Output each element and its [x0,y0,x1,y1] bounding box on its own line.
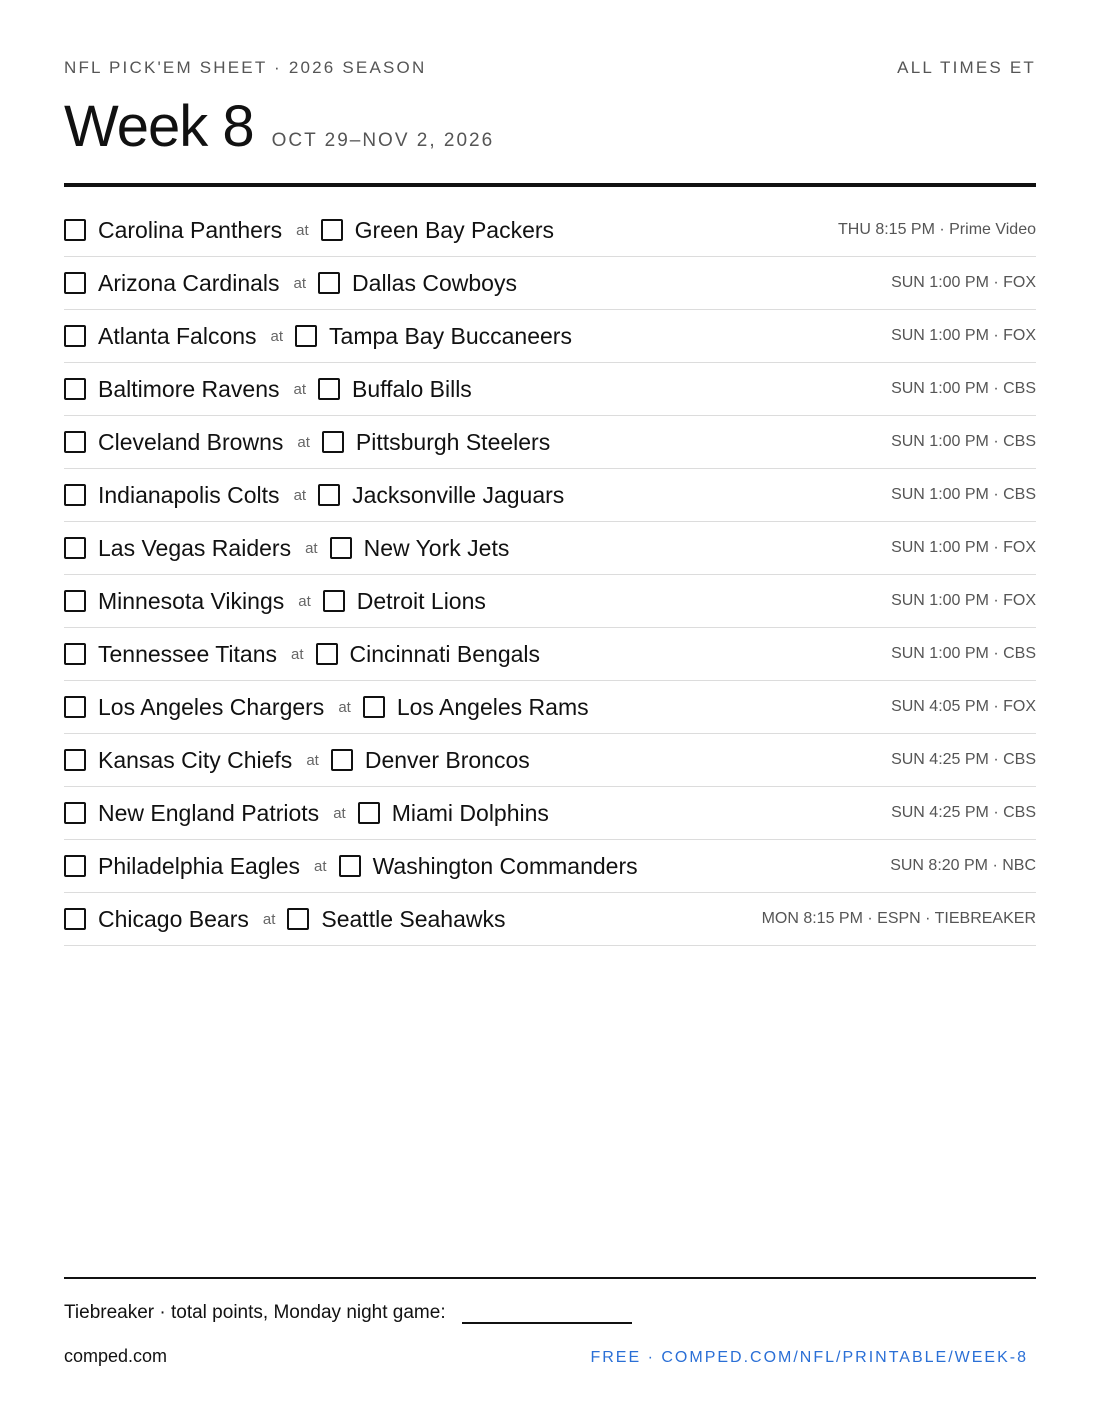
away-pick-checkbox[interactable] [64,855,86,877]
home-pick-checkbox[interactable] [331,749,353,771]
kickoff-network: SUN 1:00 PM · FOX [891,592,1036,609]
kickoff-network: MON 8:15 PM · ESPN · TIEBREAKER [761,910,1036,927]
tiebreaker-input-line[interactable] [462,1300,632,1324]
home-team: Cincinnati Bengals [349,640,541,667]
home-team: Detroit Lions [356,587,486,614]
kickoff-network: SUN 1:00 PM · CBS [891,645,1036,662]
at-separator: at [262,910,276,928]
away-pick-checkbox[interactable] [64,749,86,771]
game-row [64,257,1036,310]
game-row [64,310,1036,363]
sheet-kicker: NFL PICK'EM SHEET · 2026 SEASON [64,58,427,77]
away-pick-checkbox[interactable] [64,643,86,665]
game-row [64,734,1036,787]
away-team: Los Angeles Chargers [98,693,325,720]
home-team: Denver Broncos [364,746,530,773]
away-pick-checkbox[interactable] [64,484,86,506]
printable-link[interactable]: FREE · COMPED.COM/NFL/PRINTABLE/WEEK-8 [590,1349,1028,1366]
at-separator: at [270,327,284,345]
away-team: Carolina Panthers [98,216,283,243]
home-team: Seattle Seahawks [321,905,506,932]
home-team: New York Jets [363,534,510,561]
away-team: Kansas City Chiefs [98,746,293,773]
home-team: Tampa Bay Buccaneers [329,322,572,349]
at-separator: at [306,751,319,769]
at-separator: at [305,539,318,557]
at-separator: at [314,857,327,875]
home-pick-checkbox[interactable] [318,378,340,400]
game-row [64,681,1036,734]
home-pick-checkbox[interactable] [318,484,340,506]
home-pick-checkbox[interactable] [316,643,338,665]
game-row [64,628,1036,681]
away-pick-checkbox[interactable] [64,219,86,241]
away-pick-checkbox[interactable] [64,325,86,347]
away-team: New England Patriots [98,799,320,826]
game-row [64,787,1036,840]
away-team: Tennessee Titans [98,640,278,667]
away-pick-checkbox[interactable] [64,590,86,612]
home-pick-checkbox[interactable] [323,590,345,612]
game-row [64,363,1036,416]
home-team: Washington Commanders [372,852,638,879]
games-list [64,204,1036,946]
game-row [64,469,1036,522]
away-pick-checkbox[interactable] [64,537,86,559]
date-range: OCT 29–NOV 2, 2026 [271,130,495,151]
kickoff-network: SUN 1:00 PM · CBS [891,486,1036,503]
home-pick-checkbox[interactable] [287,908,309,930]
header-divider [64,183,1036,187]
away-team: Arizona Cardinals [98,269,280,296]
at-separator: at [338,698,351,716]
game-row [64,840,1036,893]
home-team: Miami Dolphins [391,799,549,826]
home-pick-checkbox[interactable] [330,537,352,559]
home-team: Buffalo Bills [352,375,472,402]
header-topline [64,58,1036,78]
kickoff-network: SUN 1:00 PM · FOX [891,274,1036,291]
home-pick-checkbox[interactable] [339,855,361,877]
at-separator: at [293,380,307,398]
kickoff-network: SUN 4:05 PM · FOX [891,698,1036,715]
away-pick-checkbox[interactable] [64,696,86,718]
away-pick-checkbox[interactable] [64,431,86,453]
away-team: Philadelphia Eagles [98,852,301,879]
kickoff-network: SUN 4:25 PM · CBS [891,751,1036,768]
away-team: Cleveland Browns [98,428,284,455]
kickoff-network: THU 8:15 PM · Prime Video [838,221,1036,238]
away-team: Baltimore Ravens [98,375,280,402]
site-name: comped.com [64,1346,168,1366]
game-row [64,893,1036,946]
away-pick-checkbox[interactable] [64,802,86,824]
away-team: Atlanta Falcons [98,322,257,349]
home-pick-checkbox[interactable] [363,696,385,718]
away-pick-checkbox[interactable] [64,272,86,294]
timezone-note: ALL TIMES ET [897,58,1036,77]
at-separator: at [298,592,311,610]
home-pick-checkbox[interactable] [358,802,380,824]
away-team: Chicago Bears [98,905,249,932]
at-separator: at [293,486,307,504]
home-pick-checkbox[interactable] [318,272,340,294]
away-team: Indianapolis Colts [98,481,280,508]
kickoff-network: SUN 8:20 PM · NBC [890,857,1036,874]
home-team: Jacksonville Jaguars [352,481,565,508]
home-team: Green Bay Packers [354,216,555,243]
kickoff-network: SUN 1:00 PM · CBS [891,433,1036,450]
game-row [64,416,1036,469]
at-separator: at [333,804,346,822]
away-pick-checkbox[interactable] [64,908,86,930]
title-row [64,92,494,162]
at-separator: at [293,274,307,292]
home-team: Pittsburgh Steelers [355,428,551,455]
kickoff-network: SUN 1:00 PM · CBS [891,380,1036,397]
kickoff-network: SUN 1:00 PM · FOX [891,539,1036,556]
tiebreaker-label: Tiebreaker · total points, Monday night game: [64,1302,446,1323]
at-separator: at [296,221,309,239]
page-title: Week 8 [64,94,254,159]
home-pick-checkbox[interactable] [321,219,343,241]
game-row [64,575,1036,628]
home-pick-checkbox[interactable] [322,431,344,453]
footer-divider [64,1277,1036,1279]
kickoff-network: SUN 1:00 PM · FOX [891,327,1036,344]
footer [64,1346,1036,1367]
game-row [64,522,1036,575]
pickem-sheet [64,0,1036,1425]
at-separator: at [291,645,304,663]
home-team: Los Angeles Rams [396,693,589,720]
home-team: Dallas Cowboys [352,269,517,296]
tiebreaker-row [64,1300,632,1324]
home-pick-checkbox[interactable] [295,325,317,347]
away-pick-checkbox[interactable] [64,378,86,400]
away-team: Minnesota Vikings [98,587,285,614]
game-row [64,204,1036,257]
at-separator: at [297,433,310,451]
away-team: Las Vegas Raiders [98,534,292,561]
kickoff-network: SUN 4:25 PM · CBS [891,804,1036,821]
